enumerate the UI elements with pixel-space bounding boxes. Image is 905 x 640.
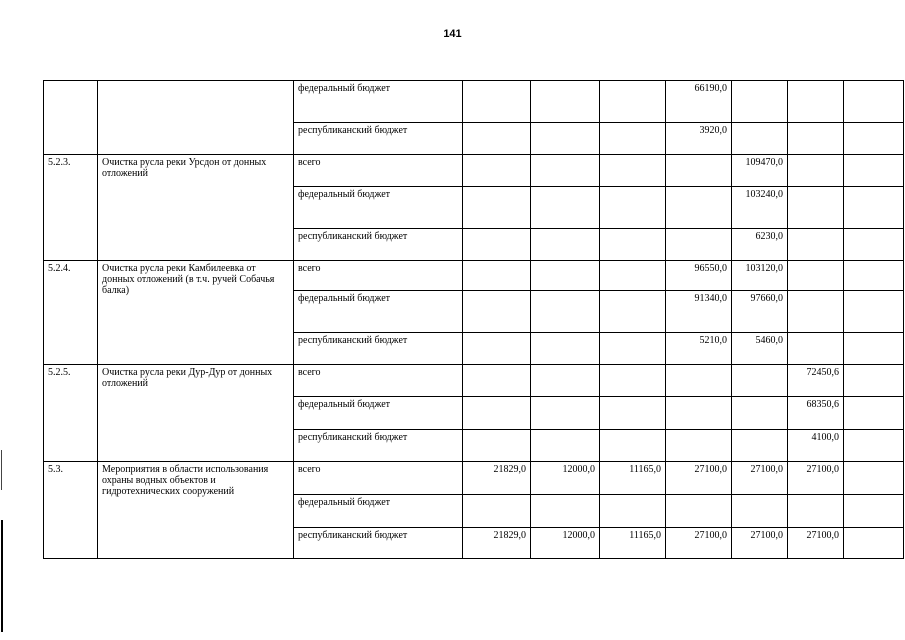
value-cell: 27100,0	[732, 528, 788, 559]
value-cell: 96550,0	[666, 261, 732, 291]
value-cell	[463, 187, 531, 229]
value-cell	[531, 333, 600, 365]
item-code-cell: 5.3.	[44, 462, 98, 559]
value-cell: 72450,6	[788, 365, 844, 397]
value-cell: 3920,0	[666, 123, 732, 155]
value-cell	[600, 155, 666, 187]
value-cell: 27100,0	[788, 462, 844, 495]
value-cell	[844, 333, 904, 365]
scan-edge-mark	[1, 450, 2, 490]
value-cell	[600, 495, 666, 528]
table-row	[44, 81, 904, 123]
value-cell	[844, 155, 904, 187]
value-cell: 11165,0	[600, 462, 666, 495]
value-cell: 91340,0	[666, 291, 732, 333]
value-cell	[732, 495, 788, 528]
value-cell	[844, 187, 904, 229]
value-cell	[463, 291, 531, 333]
item-name-cell	[98, 81, 294, 155]
value-cell	[531, 187, 600, 229]
value-cell: 12000,0	[531, 462, 600, 495]
value-cell	[788, 155, 844, 187]
funding-source: республиканский бюджет	[294, 229, 463, 261]
value-cell	[844, 291, 904, 333]
value-cell	[463, 81, 531, 123]
value-cell	[463, 155, 531, 187]
item-name-cell: Очистка русла реки Камбилеевка от донных отложений (в т.ч. ручей Собачья балка)	[98, 261, 294, 365]
value-cell: 21829,0	[463, 528, 531, 559]
budget-table	[43, 80, 904, 559]
value-cell	[732, 81, 788, 123]
value-cell	[463, 397, 531, 430]
value-cell	[844, 81, 904, 123]
table-row	[44, 365, 904, 397]
funding-source: республиканский бюджет	[294, 333, 463, 365]
value-cell: 11165,0	[600, 528, 666, 559]
value-cell	[844, 397, 904, 430]
value-cell	[732, 397, 788, 430]
value-cell: 6230,0	[732, 229, 788, 261]
value-cell	[600, 430, 666, 462]
value-cell: 27100,0	[788, 528, 844, 559]
value-cell	[531, 365, 600, 397]
table-row	[44, 462, 904, 495]
table-row	[44, 155, 904, 187]
funding-source: республиканский бюджет	[294, 430, 463, 462]
value-cell	[463, 430, 531, 462]
value-cell	[788, 81, 844, 123]
value-cell	[732, 430, 788, 462]
value-cell: 66190,0	[666, 81, 732, 123]
value-cell	[844, 430, 904, 462]
value-cell	[666, 495, 732, 528]
funding-source: федеральный бюджет	[294, 81, 463, 123]
value-cell	[463, 123, 531, 155]
value-cell	[531, 397, 600, 430]
value-cell	[844, 495, 904, 528]
value-cell	[666, 430, 732, 462]
scan-edge-mark	[1, 520, 3, 632]
value-cell	[463, 365, 531, 397]
value-cell	[531, 229, 600, 261]
value-cell	[844, 123, 904, 155]
value-cell	[788, 123, 844, 155]
value-cell	[600, 81, 666, 123]
value-cell	[600, 333, 666, 365]
value-cell	[844, 528, 904, 559]
value-cell: 27100,0	[666, 462, 732, 495]
item-code-cell: 5.2.4.	[44, 261, 98, 365]
value-cell	[463, 495, 531, 528]
funding-source: всего	[294, 462, 463, 495]
funding-source: республиканский бюджет	[294, 123, 463, 155]
funding-source: всего	[294, 155, 463, 187]
value-cell	[600, 397, 666, 430]
value-cell	[732, 123, 788, 155]
value-cell	[531, 155, 600, 187]
value-cell	[666, 397, 732, 430]
item-code-cell: 5.2.5.	[44, 365, 98, 462]
value-cell	[463, 229, 531, 261]
funding-source: федеральный бюджет	[294, 397, 463, 430]
value-cell	[788, 261, 844, 291]
item-name-cell: Очистка русла реки Дур-Дур от донных отложений	[98, 365, 294, 462]
funding-source: федеральный бюджет	[294, 495, 463, 528]
item-code-cell: 5.2.3.	[44, 155, 98, 261]
value-cell	[844, 462, 904, 495]
value-cell	[463, 261, 531, 291]
table-row	[44, 261, 904, 291]
value-cell	[666, 365, 732, 397]
item-code-cell	[44, 81, 98, 155]
value-cell	[844, 261, 904, 291]
funding-source: республиканский бюджет	[294, 528, 463, 559]
value-cell	[531, 261, 600, 291]
value-cell: 109470,0	[732, 155, 788, 187]
item-name-cell: Мероприятия в области использования охраны водных объектов и гидротехнических сооружений	[98, 462, 294, 559]
value-cell	[531, 291, 600, 333]
value-cell	[732, 365, 788, 397]
value-cell	[788, 291, 844, 333]
value-cell	[666, 187, 732, 229]
value-cell: 27100,0	[666, 528, 732, 559]
value-cell	[600, 187, 666, 229]
value-cell	[531, 430, 600, 462]
item-name-cell: Очистка русла реки Урсдон от донных отложений	[98, 155, 294, 261]
value-cell: 27100,0	[732, 462, 788, 495]
page-number: 141	[443, 28, 462, 40]
funding-source: всего	[294, 365, 463, 397]
value-cell: 21829,0	[463, 462, 531, 495]
value-cell	[666, 229, 732, 261]
value-cell: 4100,0	[788, 430, 844, 462]
funding-source: всего	[294, 261, 463, 291]
value-cell: 12000,0	[531, 528, 600, 559]
value-cell	[600, 229, 666, 261]
value-cell	[788, 333, 844, 365]
value-cell	[531, 81, 600, 123]
value-cell	[531, 495, 600, 528]
value-cell	[600, 365, 666, 397]
value-cell: 97660,0	[732, 291, 788, 333]
value-cell	[788, 187, 844, 229]
value-cell	[844, 365, 904, 397]
value-cell: 68350,6	[788, 397, 844, 430]
value-cell	[600, 261, 666, 291]
value-cell	[844, 229, 904, 261]
value-cell: 5210,0	[666, 333, 732, 365]
value-cell: 5460,0	[732, 333, 788, 365]
value-cell	[531, 123, 600, 155]
value-cell	[463, 333, 531, 365]
value-cell	[666, 155, 732, 187]
value-cell	[788, 495, 844, 528]
value-cell: 103120,0	[732, 261, 788, 291]
value-cell: 103240,0	[732, 187, 788, 229]
value-cell	[600, 123, 666, 155]
value-cell	[600, 291, 666, 333]
value-cell	[788, 229, 844, 261]
funding-source: федеральный бюджет	[294, 187, 463, 229]
funding-source: федеральный бюджет	[294, 291, 463, 333]
